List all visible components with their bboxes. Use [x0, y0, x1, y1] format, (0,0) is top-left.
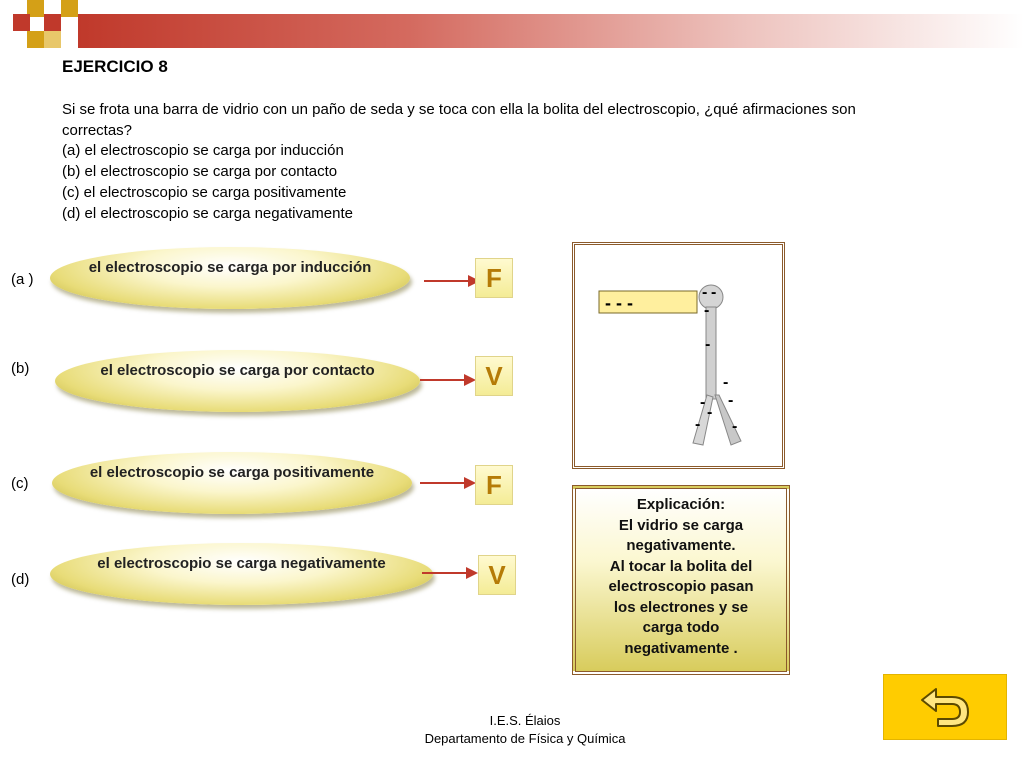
- statement-oval-a[interactable]: [50, 247, 410, 309]
- rod-charges-text: - - -: [605, 293, 633, 313]
- question-option-a: (a) el electroscopio se carga por inducción: [62, 142, 344, 160]
- header-square-6: [44, 31, 61, 48]
- question-line: correctas?: [62, 121, 133, 139]
- statement-oval-d[interactable]: [50, 543, 433, 605]
- back-button[interactable]: [883, 674, 1007, 740]
- charge-symbol: -: [702, 284, 708, 301]
- header-square-5: [27, 31, 44, 48]
- electroscope-illustration: [575, 245, 782, 466]
- explanation-box: [572, 485, 790, 675]
- explanation-line: los electrones y se: [613, 598, 749, 616]
- question-option-d: (d) el electroscopio se carga negativamente: [62, 204, 353, 222]
- charge-symbol: -: [723, 374, 729, 391]
- question-line: Si se frota una barra de vidrio con un paño de seda y se toca con ella la bolita del electroscopio, ¿qué afirmaciones son: [62, 101, 856, 118]
- statement-oval-c[interactable]: [52, 452, 412, 514]
- explanation-line: Al tocar la bolita del: [609, 557, 753, 575]
- charge-symbol: -: [695, 416, 701, 433]
- verdict-badge-d[interactable]: V: [478, 555, 516, 595]
- explanation-line: electroscopio pasan: [608, 578, 754, 595]
- arrow-right-icon: [420, 476, 476, 490]
- exercise-title: EJERCICIO 8: [62, 57, 168, 76]
- question-option-b: (b) el electroscopio se carga por contacto: [62, 163, 338, 181]
- explanation-line: negativamente.: [626, 537, 736, 554]
- answer-label-a: (a ): [11, 271, 34, 288]
- verdict-badge-b[interactable]: V: [475, 356, 513, 396]
- charge-symbol: -: [705, 336, 711, 353]
- header-square-2: [61, 0, 78, 17]
- header-gradient-bar: [78, 14, 1024, 48]
- footer: [370, 712, 680, 748]
- statement-text-a: el electroscopio se carga por inducción: [88, 258, 372, 276]
- arrow-right-icon: [422, 566, 478, 580]
- explanation-line: carga todo: [642, 619, 720, 636]
- explanation-line: Explicación:: [636, 496, 726, 513]
- answer-label-c: (c): [11, 475, 29, 492]
- statement-text-d: el electroscopio se carga negativamente: [97, 554, 386, 572]
- explanation-line: El vidrio se carga: [618, 516, 744, 534]
- charge-symbol: -: [707, 404, 713, 421]
- charge-symbol: -: [728, 392, 734, 409]
- arrow-right-icon: [420, 373, 476, 387]
- verdict-badge-c[interactable]: F: [475, 465, 513, 505]
- return-arrow-icon: [918, 685, 972, 729]
- header-square-3: [13, 14, 30, 31]
- footer-department: Departamento de Física y Química: [424, 731, 626, 746]
- header-square-4: [44, 14, 61, 31]
- question-option-c: (c) el electroscopio se carga positivamente: [62, 183, 347, 201]
- footer-school: I.E.S. Élaios: [489, 713, 561, 728]
- answer-label-d: (d): [11, 571, 30, 588]
- statement-text-c: el electroscopio se carga positivamente: [89, 463, 375, 481]
- charge-symbol: -: [732, 418, 738, 435]
- charge-symbol: -: [704, 302, 710, 319]
- statement-text-b: el electroscopio se carga por contacto: [100, 361, 375, 379]
- arrow-right-icon: [424, 274, 480, 288]
- electroscope-illustration-frame: [572, 242, 785, 469]
- charge-symbol: -: [700, 394, 706, 411]
- charge-symbol: -: [711, 284, 717, 301]
- statement-oval-b[interactable]: [55, 350, 420, 412]
- answer-label-b: (b): [11, 360, 30, 377]
- explanation-line: negativamente .: [624, 639, 738, 657]
- question-text: [62, 100, 982, 224]
- verdict-badge-a[interactable]: F: [475, 258, 513, 298]
